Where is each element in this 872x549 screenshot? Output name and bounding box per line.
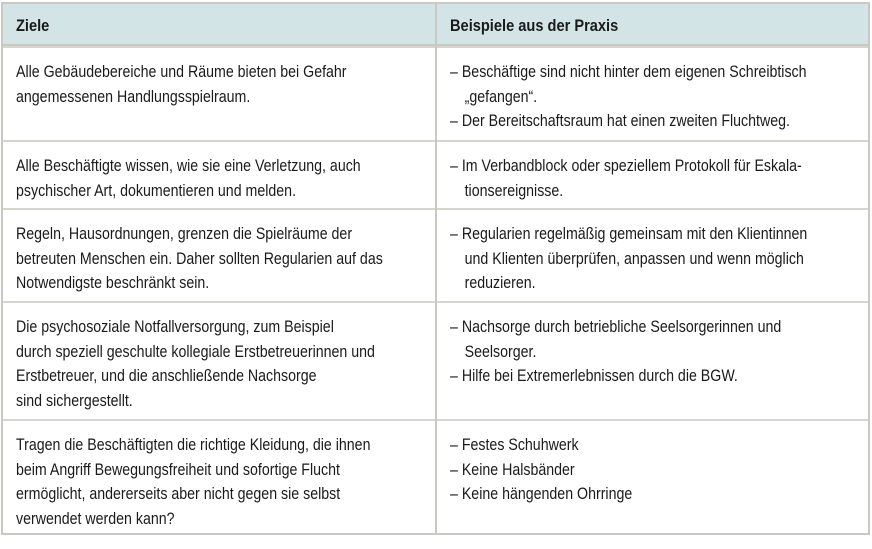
example-text: – Beschäftige sind nicht hinter dem eigenen Schreibtisch bbox=[450, 63, 807, 81]
goal-text: Alle Beschäftigte wissen, wie sie eine Verletzung, auch bbox=[16, 157, 361, 175]
goal-text: Tragen die Beschäftigten die richtige Kleidung, die ihnen bbox=[16, 436, 371, 454]
header-beispiele: Beispiele aus der Praxis bbox=[450, 16, 619, 35]
goal-text: Erstbetreuer, und die anschließende Nachsorge bbox=[16, 367, 317, 385]
example-text: – Nachsorge durch betriebliche Seelsorgerinnen und bbox=[450, 318, 782, 336]
example-cell bbox=[450, 315, 781, 389]
example-text: – Der Bereitschaftsraum hat einen zweiten Fluchtweg. bbox=[450, 112, 790, 130]
goal-text: durch speziell geschulte kollegiale Erstbetreuerinnen und bbox=[16, 342, 375, 361]
example-text: „gefangen“. bbox=[464, 87, 538, 106]
example-text: – Keine Halsbänder bbox=[450, 460, 575, 479]
goal-text: ermöglicht, andererseits aber nicht gegen sie selbst bbox=[16, 485, 341, 503]
example-cell bbox=[450, 154, 802, 203]
example-text: – Hilfe bei Extremerlebnissen durch die BGW. bbox=[450, 367, 738, 385]
goal-text: beim Angriff Bewegungsfreiheit und sofortige Flucht bbox=[16, 460, 340, 479]
example-text: – Regularien regelmäßig gemeinsam mit den Klientinnen bbox=[450, 225, 808, 243]
goal-text: angemessenen Handlungsspielraum. bbox=[16, 87, 251, 106]
example-cell bbox=[450, 60, 807, 134]
goal-text: betreuten Menschen ein. Daher sollten Regularien auf das bbox=[16, 249, 383, 268]
example-text: Seelsorger. bbox=[464, 342, 537, 361]
example-text: reduzieren. bbox=[464, 274, 536, 292]
column-divider bbox=[435, 4, 437, 533]
goal-text: Alle Gebäudebereiche und Räume bieten bei Gefahr bbox=[16, 63, 347, 81]
goal-text: Regeln, Hausordnungen, grenzen die Spielräume der bbox=[16, 225, 353, 243]
goal-text: sind sichergestellt. bbox=[16, 391, 133, 410]
example-text: – Im Verbandblock oder speziellem Protokoll für Eskala- bbox=[450, 157, 802, 175]
goal-text: verwendet werden kann? bbox=[16, 509, 175, 528]
example-text: und Klienten überprüfen, anpassen und wenn möglich bbox=[464, 249, 804, 268]
example-cell bbox=[450, 433, 632, 507]
example-text: – Keine hängenden Ohrringe bbox=[450, 485, 633, 503]
goal-cell bbox=[16, 60, 347, 109]
example-text: tionsereignisse. bbox=[464, 181, 564, 200]
header-ziele: Ziele bbox=[16, 16, 50, 35]
goal-cell bbox=[16, 315, 375, 413]
goal-text: Die psychosoziale Notfallversorgung, zum Beispiel bbox=[16, 318, 334, 336]
goal-cell bbox=[16, 154, 361, 203]
goals-examples-table bbox=[1, 2, 870, 535]
example-cell bbox=[450, 222, 807, 296]
goal-text: psychischer Art, dokumentieren und melden. bbox=[16, 181, 297, 200]
goal-cell bbox=[16, 222, 383, 296]
example-text: – Festes Schuhwerk bbox=[450, 436, 579, 454]
goal-text: Notwendigste beschränkt sein. bbox=[16, 274, 210, 292]
goal-cell bbox=[16, 433, 370, 531]
